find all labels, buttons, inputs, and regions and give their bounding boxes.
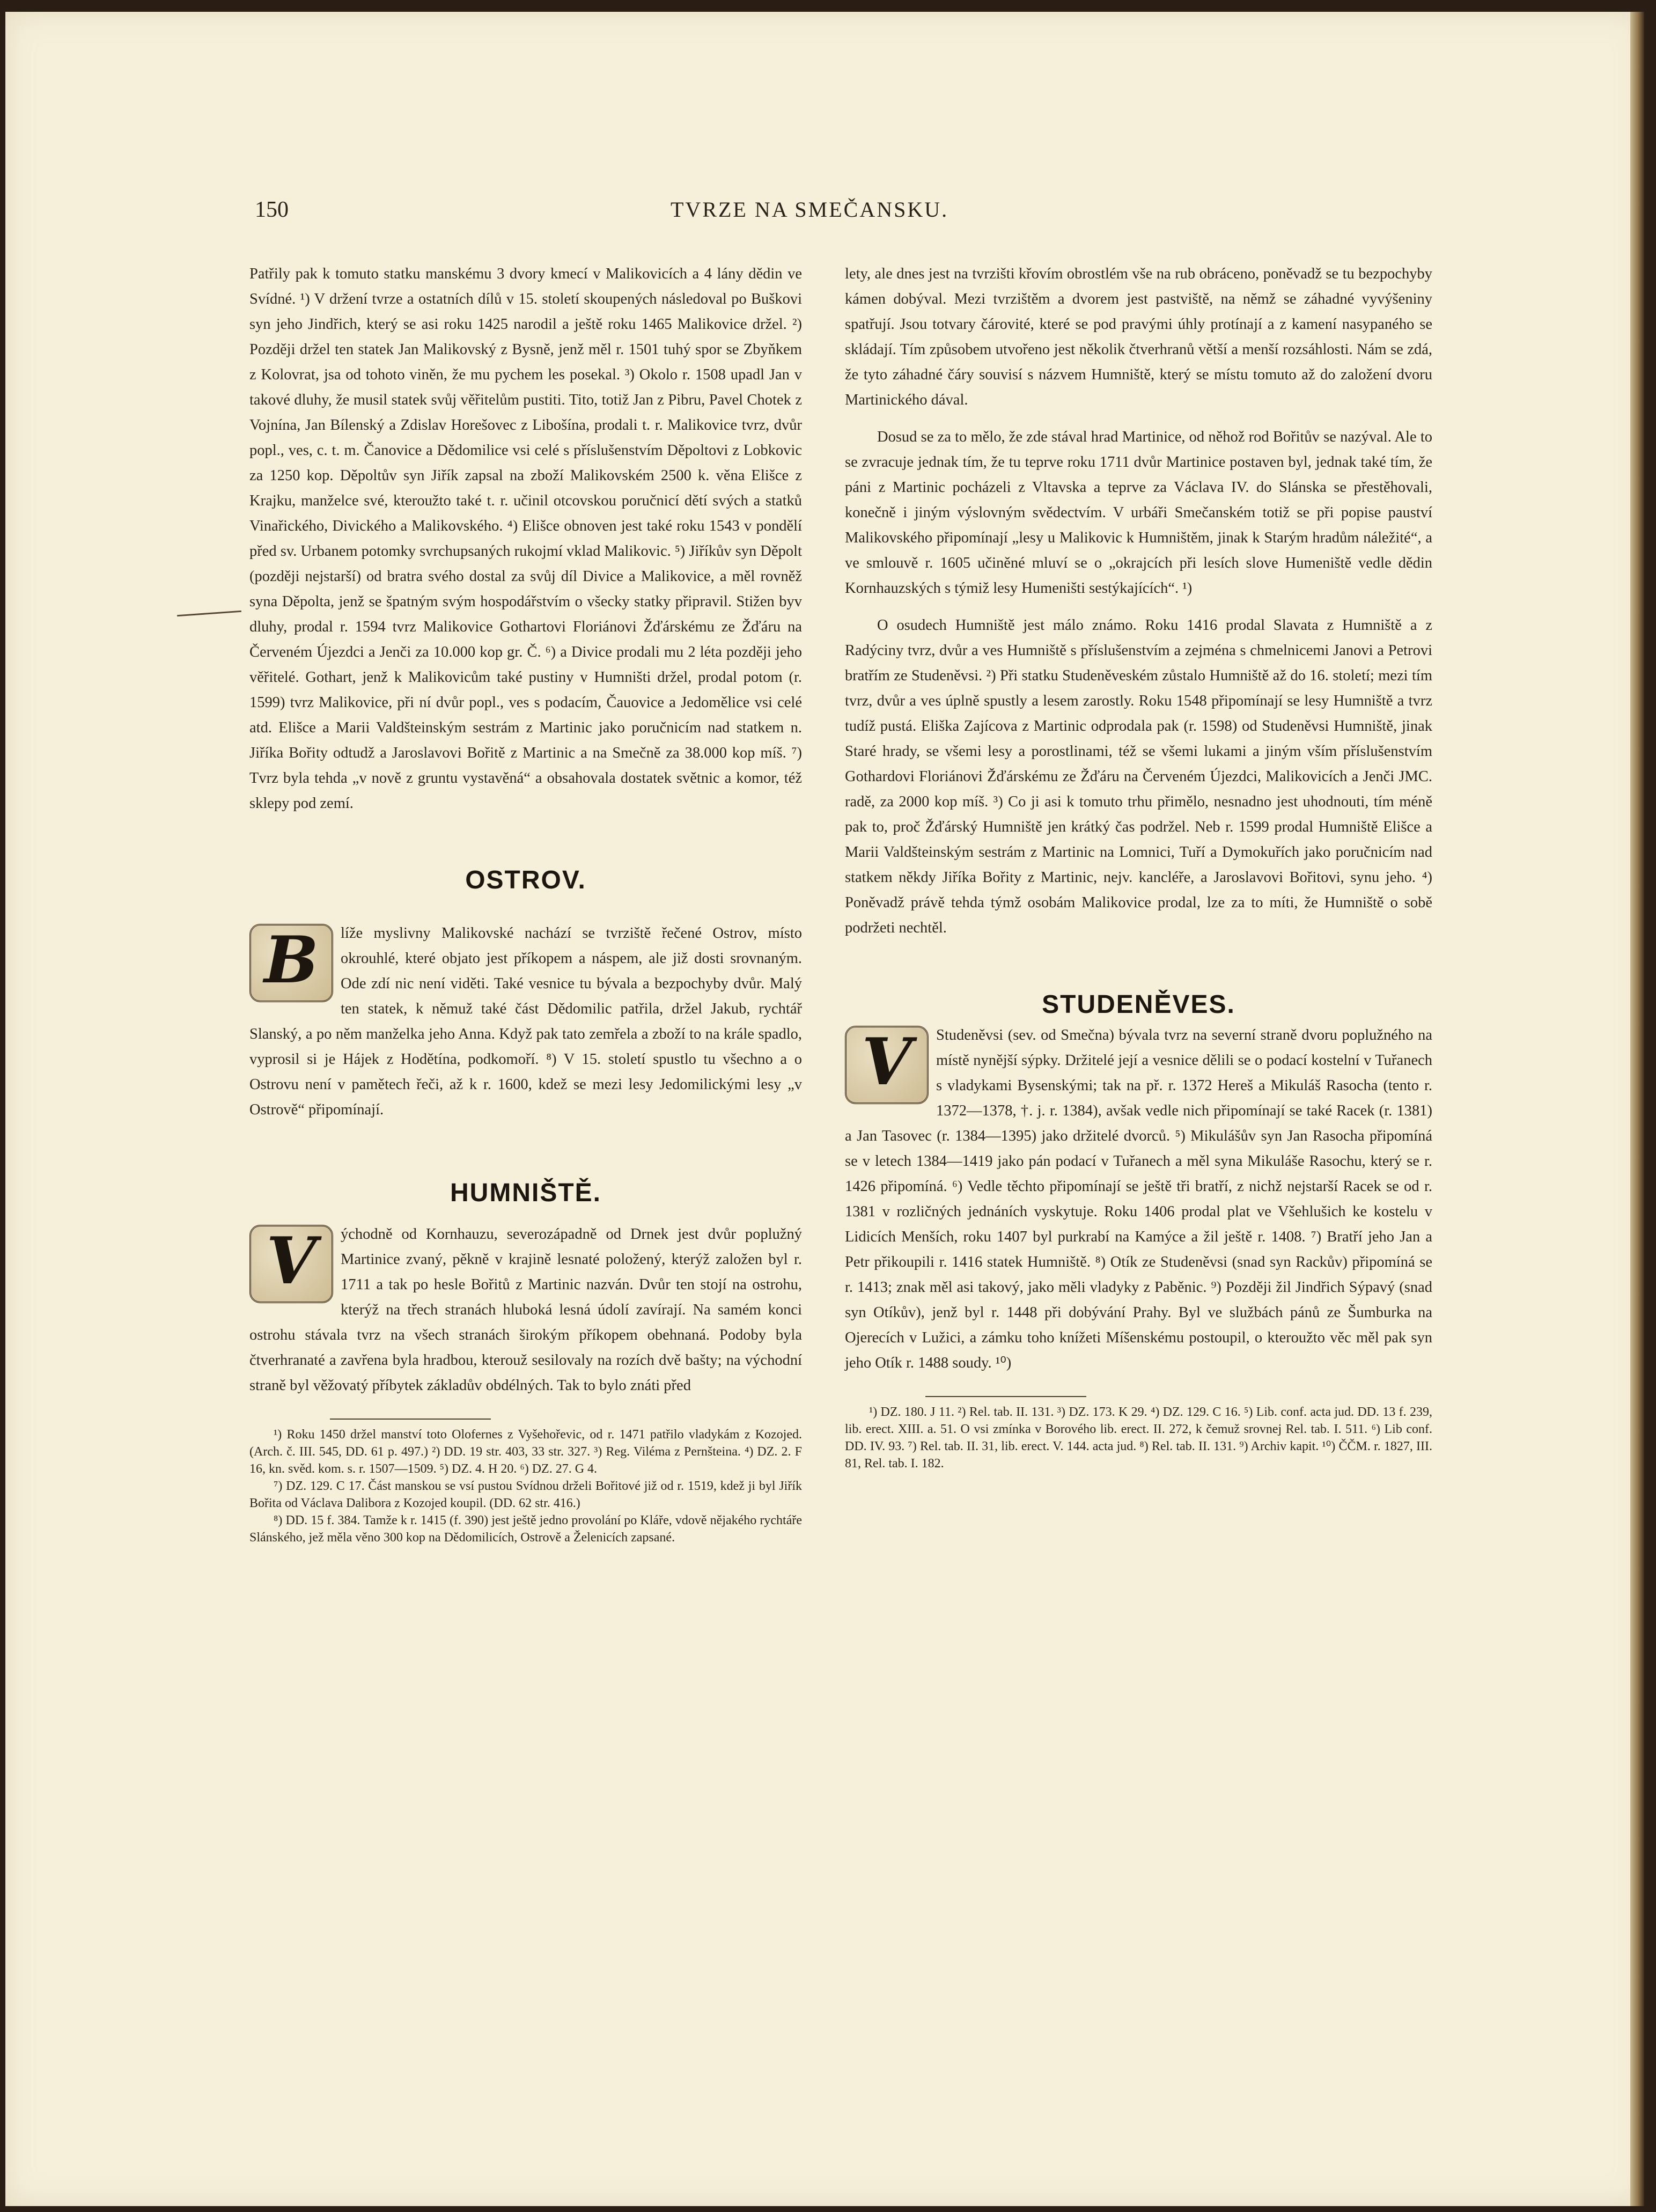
paragraph-malikovice: Patřily pak k tomuto statku manskému 3 dvory kmecí v Malikovicích a 4 lány dědin ve Svídné. ¹) V držení tvrze a ostatních dílů v 15. století skoupených následoval po Buškovi syn jeho Jindřich, který se asi roku 1425 narodil a ještě roku 1465 Malikovice držel. ²) Později držel ten statek Jan Malikovský z Bysně, jenž měl r. 1501 tuhý spor se Zbyňkem z Kolovrat, jsa od tohoto viněn, že mu pychem les posekal. ³) Okolo r. 1508 upadl Jan v takové dluhy, že musil statek svůj věřitelům pustiti. Tito, totiž Jan z Pibru, Pavel Chotek z Vojnína, Jan Bílenský a Zdislav Horešovec z Libošína, prodali t. r. Malikovice tvrz, dvůr popl., ves, c. t. m. Čanovice a Dědomilice vsi celé s příslušenstvím Děpoltovi z Lobkovic za 1250 kop. Děpoltův syn Jiřík zapsal na zboží Malikovském 2500 k. věna Elišce z Krajku, manželce své, kteroužto také t. r. učinil otcovskou poručnicí dětí svých a statků Vinařického, Divického a Malikovského. ⁴) Elišce obnoven jest také roku 1543 v pondělí před sv. Urbanem potomky svrchupsaných rukojmí vklad Malikovic. ⁵) Jiříkův syn Děpolt (později nejstarší) od bratra svého dostal za svůj díl Divice a Malikovice, a měl rovněž syna Děpolta, jenž se špatným svým hospodářstvím o všecky statky připravil. Stižen byv dluhy, prodal r. 1594 tvrz Malikovice Gothartovi Floriánovi Žďárskému ze Žďáru na Červeném Újezdci a Jenči za 10.000 kop gr. Č. ⁶) a Divice prodali mu 2 léta později jeho věřitelé. Gothart, jenž k Malikovicům také pustiny v Humništi držel, prodal potom (r. 1599) tvrz Malikovice, při ní dvůr popl., ves s podacím, Čauovice a Jedomělice vsi celé atd. Elišce a Marii Valdšteinským sestrám z Martinic jako poručnicím nad statkem n. Jiříka Bořity odtudž a Jaroslavovi Bořitě z Martinic a na Smečně za 38.000 kop míš. ⁷) Tvrz byla tehda „v nově z gruntu vystavěná“ a obsahovala dostatek světnic a komor, též sklepy pod zemí. xyxy=(249,266,802,812)
footnote: ¹) Roku 1450 držel manství toto Olofernes z Vyšehořevic, od r. 1471 patřilo vladykám z Kozojed. (Arch. č. III. 545, DD. 61 p. 497.) ²) DD. 19 str. 403, 33 str. 327. ³) Reg. Viléma z Pernšteina. ⁴) DZ. 2. F 16, kn. svěd. kom. s. r. 1507—1509. ⁵) DZ. 4. H 20. ⁶) DZ. 27. G 4. xyxy=(249,1428,802,1476)
footnotes-left xyxy=(249,1426,802,1546)
paragraph-martinice: Dosud se za to mělo, že zde stával hrad Martinice, od něhož rod Bořitův se nazýval. Ale to se zvracuje jednak tím, že tu teprve roku 1711 dvůr Martinice postaven byl, jednak také tím, že páni z Martinic pocházeli z Vltavska a teprve za Václava IV. do Slánska se přestěhovali, konečně i jiným výslovným svědectvím. V urbáři Smečanském totiž se při popise pauství Malikovského připomínají „lesy u Malikovic k Humništěm, jinak k Starým hradům náležité“, a ve smlouvě r. 1605 učiněné mluví se o „okrajcích při lesích slove Humeniště vedle dědin Kornhauzských s týmiž lesy Humeništi sestýkajících“. ¹) xyxy=(845,429,1432,597)
paragraph-humniste-history: O osudech Humniště jest málo známo. Roku 1416 prodal Slavata z Humniště a z Radýciny tvrz, dvůr a ves Humniště s příslušenstvím a zejména s chmelnicemi Janovi a Petrovi bratřím ze Studeněvsi. ²) Při statku Studeněveském zůstalo Humniště až do 16. století; mezi tím tvrz, dvůr a ves úplně spustly a lesem zarostly. Roku 1548 připomínají se lesy Humniště a tvrz tudíž pustá. Eliška Zajícova z Martinic odprodala pak (r. 1598) od Studeněvsi Humniště, jinak Staré hrady, se všemi lesy a porostlinami, též se všemi lukami a jiným vším příslušenstvím Gothardovi Floriánovi Žďárskému ze Žďáru na Červeném Újezdci, Malikovicích a Jenči JMC. radě, za 2000 kop míš. ³) Co ji asi k tomuto trhu přimělo, nesnadno jest uhodnouti, tím méně pak to, proč Žďárský Humniště jen krátký čas podržel. Neb r. 1599 prodal Humniště Elišce a Marii Valdšteinským sestrám z Martinic na Lomnici, Tuří a Dymokuřích jako poručnicím nad statkem někdy Jiříka Bořity z Martinic, nejv. kancléře, a Jaroslavovi Bořitovi, synu jeho. ⁴) Poněvadž právě tehda týmž osobám Malikovice prodal, lze za to míti, že Humniště o sobě podržeti nechtěl. xyxy=(845,617,1432,936)
footnote-rule xyxy=(330,1419,491,1420)
page-number: 150 xyxy=(255,197,289,222)
book-spine xyxy=(1630,12,1644,2206)
footnote: ¹) DZ. 180. J 11. ²) Rel. tab. II. 131. ³) DZ. 173. K 29. ⁴) DZ. 129. C 16. ⁵) Lib. conf. acta jud. DD. 13 f. 239, lib. erect. XIII. a. 51. O vsi zmínka v Borového lib. erect. II. 272, k čemuž srovnej Rel. tab. I. 511. ⁶) Lib conf. DD. IV. 93. ⁷) Rel. tab. II. 31, lib. erect. V. 144. acta jud. ⁸) Rel. tab. II. 131. ⁹) Archiv kapit. ¹⁰) ČČM. r. 1827, III. 81, Rel. tab. I. 182. xyxy=(845,1405,1432,1471)
ornamental-initial-b: B xyxy=(249,924,333,1002)
footnote-rule xyxy=(925,1396,1086,1397)
footnote: ⁷) DZ. 129. C 17. Část manskou se vsí pustou Svídnou drželi Bořitové již od r. 1519, kdež ji byl Jiřík Bořita od Václava Dalibora z Kozojed koupil. (DD. 62 str. 416.) xyxy=(249,1479,802,1510)
paragraph-studeneves: Studeněvsi (sev. od Smečna) bývala tvrz na severní straně dvoru poplužného na místě nynější sýpky. Držitelé její a vesnice dělili se o podací kostelní v Tuřanech s vladykami Bysenskými; tak na př. r. 1372 Hereš a Mikuláš Rasocha (tento r. 1372—1378, †. j. r. 1384), avšak vedle nich připomínají se také Racek (r. 1381) a Jan Tasovec (r. 1384—1395) jako držitelé dvorců. ⁵) Mikulášův syn Jan Rasocha připomíná se v letech 1384—1419 jako pán podací v Tuřanech a měl syna Mikuláše Rasochu, který se r. 1426 připomíná. ⁶) Vedle těchto připomínají se ještě tři bratří, z nichž nejstarší Racek se od r. 1381 v rozličných jednáních vyskytuje. Roku 1406 prodal plat ve Všehlušich ke kostelu v Lidicích Menších, roku 1407 byl purkrabí na Kamýce a žil ještě r. 1408. ⁷) Bratří jeho Jan a Petr přikoupili r. 1416 statek Humniště. ⁸) Otík ze Studeněvsi (snad syn Rackův) připomíná se r. 1413; znak měl asi takový, jako měli vladyky z Paběnic. ⁹) Později žil Jindřich Sýpavý (snad syn Otíkův), jenž byl r. 1448 při dobývání Prahy. Byl ve službách pánů ze Šumburka na Ojerecích v Lužici, a zámku toho knížeti Míšenskému postoupil, o kteroužto věc měl pak syn jeho Otík r. 1488 soudy. ¹⁰) xyxy=(845,1027,1432,1371)
section-title-ostrov: OSTROV. xyxy=(465,866,586,894)
paragraph-ostrov: líže myslivny Malikovské nachází se tvrziště řečené Ostrov, místo okrouhlé, které objato jest příkopem a náspem, ale již dosti srovnaným. Ode zdí nic není viděti. Také vesnice tu bývala a bezpochyby dvůr. Malý ten statek, k němuž také část Dědomilic patřila, držel Jakub, rychtář Slanský, a po něm manželka jeho Anna. Když pak tato zemřela a zboží to na krále spadlo, vyprosil si je Hájek z Hodětína, podkomoří. ⁸) V 15. století spustlo tu všechno a o Ostrovu není v pamětech řeči, až k r. 1600, kdež se mezi lesy Jedomilickými lesy „v Ostrově“ připomínají. xyxy=(249,925,802,1118)
ornamental-initial-v: V xyxy=(249,1225,333,1303)
running-title: TVRZE NA SMEČANSKU. xyxy=(671,197,949,222)
book-page xyxy=(5,12,1644,2206)
section-studeneves xyxy=(845,1023,1432,1376)
section-title-studeneves: STUDENĚVES. xyxy=(1042,990,1235,1019)
left-column xyxy=(249,261,802,1546)
paragraph-humniste-cont: lety, ale dnes jest na tvrzišti křovím obrostlém vše na rub obráceno, poněvadž se tu bezpochyby kámen dobýval. Mezi tvrzištěm a dvorem jest pastviště, na němž se záhadné vyvýšeniny spatřují. Jsou totvary čárovité, které se pod pravými úhly protínají a z kamení nasypaného se skládají. Tím způsobem utvořeno jest několik čtverhranů větší a menší rozsáhlosti. Nám se zdá, že tyto záhadné čáry souvisí s názvem Humniště, který se místu tomuto až do založení dvoru Martinického dával. xyxy=(845,266,1432,408)
footnotes-right xyxy=(845,1403,1432,1472)
section-ostrov xyxy=(249,921,802,1122)
footnote: ⁸) DD. 15 f. 384. Tamže k r. 1415 (f. 390) jest ještě jedno provolání po Kláře, vdově nějakého rychtáře Slánského, jež měla věno 300 kop na Dědomilicích, Ostrově a Želenicích zapsané. xyxy=(249,1513,802,1545)
section-title-humniste: HUMNIŠTĚ. xyxy=(450,1179,601,1207)
section-humniste xyxy=(249,1222,802,1398)
ornamental-initial-v: V xyxy=(845,1026,929,1104)
right-column xyxy=(845,261,1432,1472)
margin-pencil-mark xyxy=(177,611,241,616)
paragraph-humniste: ýchodně od Kornhauzu, severozápadně od Drnek jest dvůr poplužný Martinice zvaný, pěkně v krajině lesnaté položený, kterýž založen byl r. 1711 a tak po hesle Bořitů z Martinic nazván. Dvůr ten stojí na ostrohu, kterýž na třech stranách hluboká lesná údolí zavírají. Na samém konci ostrohu stávala tvrz na všech stranách širokým příkopem obehnaná. Podoby byla čtverhranaté a zavřena byla hradbou, kterouž sesilovaly na rozích dvě bašty; na východní straně byl věžovatý příbytek základův obdélných. Tak to bylo znáti před xyxy=(249,1226,802,1394)
